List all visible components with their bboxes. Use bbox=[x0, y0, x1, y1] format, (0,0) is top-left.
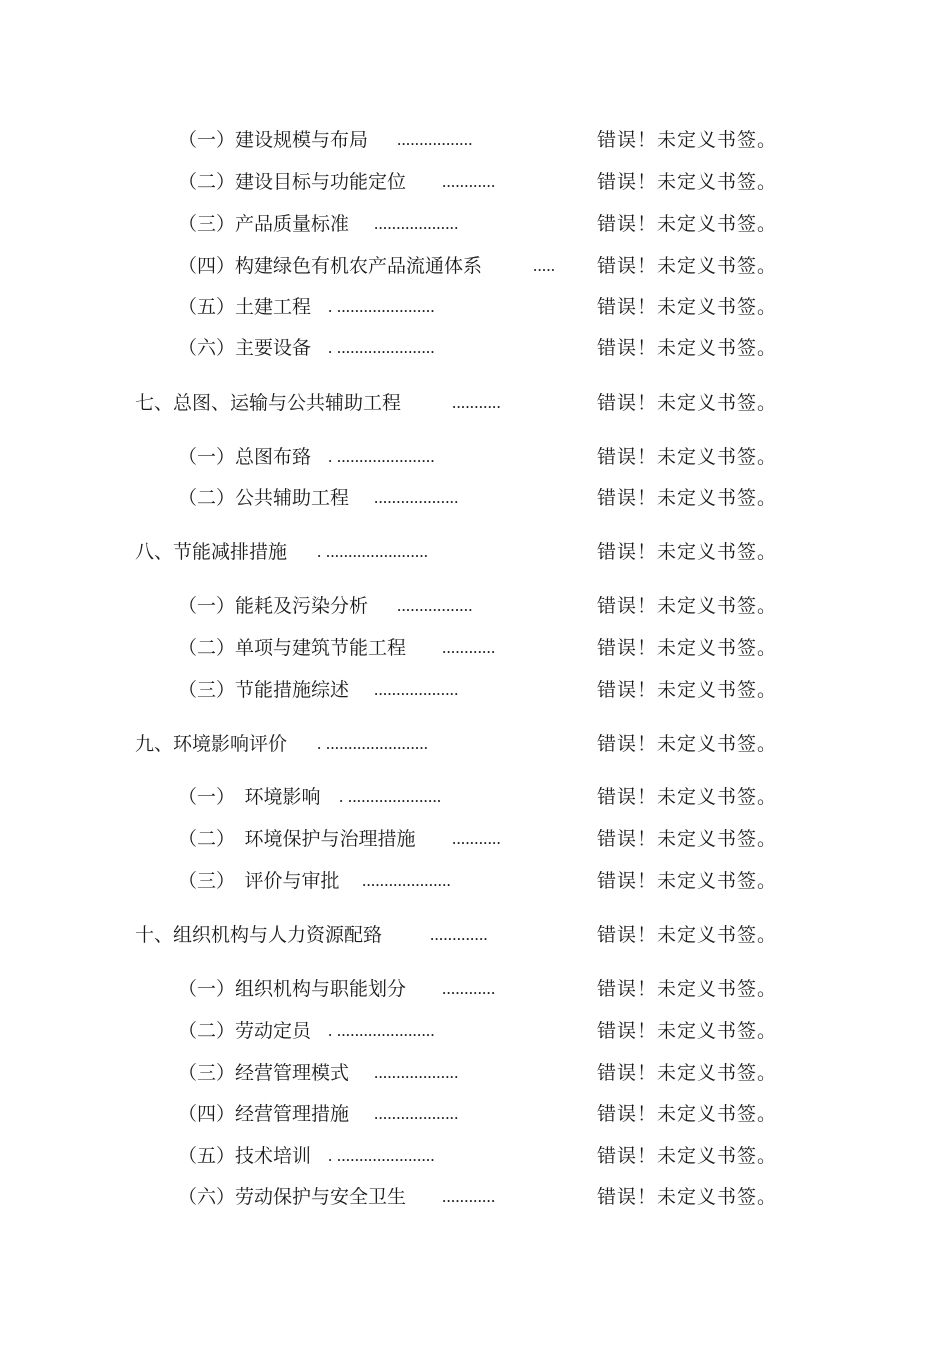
toc-entry-title: （六）主要设备 bbox=[178, 337, 312, 359]
toc-entry-title: （一）建设规模与布局 bbox=[178, 129, 369, 151]
toc-entry-title: （二）劳动定员 bbox=[178, 1020, 312, 1042]
toc-leader-dots: . ...................... bbox=[328, 297, 435, 316]
toc-entry-title: （三） 评价与审批 bbox=[178, 870, 340, 892]
toc-leader-dots: ........... bbox=[452, 829, 501, 848]
toc-leader-dots: ................... bbox=[374, 488, 459, 507]
toc-entry-title: （二）单项与建筑节能工程 bbox=[178, 637, 407, 659]
toc-entry-title: 八、节能减排措施 bbox=[135, 541, 288, 563]
toc-leader-dots: .................... bbox=[362, 871, 451, 890]
toc-chapter-entry[interactable] bbox=[0, 920, 950, 950]
toc-page-reference: 错误！未定义书签。 bbox=[597, 637, 778, 659]
toc-page-reference: 错误！未定义书签。 bbox=[597, 828, 778, 850]
toc-chapter-entry[interactable] bbox=[0, 537, 950, 567]
toc-page-reference: 错误！未定义书签。 bbox=[597, 1020, 778, 1042]
toc-section-entry[interactable] bbox=[0, 251, 950, 281]
toc-leader-dots: . ....................... bbox=[317, 734, 429, 753]
toc-section-entry[interactable] bbox=[0, 292, 950, 322]
toc-section-entry[interactable] bbox=[0, 591, 950, 621]
toc-entry-title: （一）组织机构与职能划分 bbox=[178, 978, 407, 1000]
toc-leader-dots: ................... bbox=[374, 680, 459, 699]
toc-section-entry[interactable] bbox=[0, 1016, 950, 1046]
toc-page-reference: 错误！未定义书签。 bbox=[597, 213, 778, 235]
toc-entry-title: （二）建设目标与功能定位 bbox=[178, 171, 407, 193]
toc-leader-dots: ............ bbox=[442, 638, 496, 657]
toc-leader-dots: ................. bbox=[397, 596, 473, 615]
toc-leader-dots: ............. bbox=[430, 925, 488, 944]
toc-entry-title: （三）经营管理模式 bbox=[178, 1062, 350, 1084]
toc-page-reference: 错误！未定义书签。 bbox=[597, 1145, 778, 1167]
toc-page-reference: 错误！未定义书签。 bbox=[597, 255, 778, 277]
toc-section-entry[interactable] bbox=[0, 866, 950, 896]
toc-page-reference: 错误！未定义书签。 bbox=[597, 337, 778, 359]
toc-page-reference: 错误！未定义书签。 bbox=[597, 541, 778, 563]
toc-section-entry[interactable] bbox=[0, 1141, 950, 1171]
toc-entry-title: （五）土建工程 bbox=[178, 296, 312, 318]
toc-leader-dots: ................... bbox=[374, 1104, 459, 1123]
toc-leader-dots: ................... bbox=[374, 214, 459, 233]
toc-leader-dots: . ...................... bbox=[328, 447, 435, 466]
toc-leader-dots: ........... bbox=[452, 393, 501, 412]
toc-entry-title: （二） 环境保护与治理措施 bbox=[178, 828, 416, 850]
toc-page-reference: 错误！未定义书签。 bbox=[597, 924, 778, 946]
toc-section-entry[interactable] bbox=[0, 209, 950, 239]
toc-section-entry[interactable] bbox=[0, 1058, 950, 1088]
toc-page-reference: 错误！未定义书签。 bbox=[597, 1186, 778, 1208]
toc-page-reference: 错误！未定义书签。 bbox=[597, 786, 778, 808]
toc-entry-title: （一） 环境影响 bbox=[178, 786, 321, 808]
toc-entry-title: （五）技术培训 bbox=[178, 1145, 312, 1167]
toc-entry-title: 十、组织机构与人力资源配臵 bbox=[135, 924, 383, 946]
toc-chapter-entry[interactable] bbox=[0, 388, 950, 418]
toc-leader-dots: ................... bbox=[374, 1063, 459, 1082]
toc-page-reference: 错误！未定义书签。 bbox=[597, 446, 778, 468]
toc-leader-dots: ..... bbox=[533, 256, 556, 275]
toc-leader-dots: . ...................... bbox=[328, 1146, 435, 1165]
toc-chapter-entry[interactable] bbox=[0, 729, 950, 759]
toc-page-reference: 错误！未定义书签。 bbox=[597, 129, 778, 151]
toc-page-reference: 错误！未定义书签。 bbox=[597, 978, 778, 1000]
toc-section-entry[interactable] bbox=[0, 1099, 950, 1129]
toc-section-entry[interactable] bbox=[0, 483, 950, 513]
toc-entry-title: （一）总图布臵 bbox=[178, 446, 312, 468]
toc-page-reference: 错误！未定义书签。 bbox=[597, 1103, 778, 1125]
toc-section-entry[interactable] bbox=[0, 333, 950, 363]
toc-entry-title: 九、环境影响评价 bbox=[135, 733, 288, 755]
toc-entry-title: 七、总图、运输与公共辅助工程 bbox=[135, 392, 402, 414]
toc-page-reference: 错误！未定义书签。 bbox=[597, 679, 778, 701]
toc-page-reference: 错误！未定义书签。 bbox=[597, 296, 778, 318]
toc-leader-dots: ............ bbox=[442, 979, 496, 998]
toc-section-entry[interactable] bbox=[0, 442, 950, 472]
toc-leader-dots: . ..................... bbox=[339, 787, 442, 806]
toc-entry-title: （三）产品质量标准 bbox=[178, 213, 350, 235]
toc-section-entry[interactable] bbox=[0, 974, 950, 1004]
toc-leader-dots: . ...................... bbox=[328, 338, 435, 357]
toc-page-reference: 错误！未定义书签。 bbox=[597, 1062, 778, 1084]
toc-entry-title: （三）节能措施综述 bbox=[178, 679, 350, 701]
toc-section-entry[interactable] bbox=[0, 1182, 950, 1212]
toc-page-reference: 错误！未定义书签。 bbox=[597, 171, 778, 193]
toc-entry-title: （四）构建绿色有机农产品流通体系 bbox=[178, 255, 483, 277]
toc-leader-dots: . ....................... bbox=[317, 542, 429, 561]
toc-section-entry[interactable] bbox=[0, 167, 950, 197]
toc-page-reference: 错误！未定义书签。 bbox=[597, 392, 778, 414]
toc-leader-dots: ................. bbox=[397, 130, 473, 149]
toc-entry-title: （六）劳动保护与安全卫生 bbox=[178, 1186, 407, 1208]
toc-section-entry[interactable] bbox=[0, 824, 950, 854]
toc-entry-title: （四）经营管理措施 bbox=[178, 1103, 350, 1125]
toc-entry-title: （一）能耗及污染分析 bbox=[178, 595, 369, 617]
toc-page-reference: 错误！未定义书签。 bbox=[597, 595, 778, 617]
toc-section-entry[interactable] bbox=[0, 782, 950, 812]
toc-page-reference: 错误！未定义书签。 bbox=[597, 487, 778, 509]
toc-section-entry[interactable] bbox=[0, 125, 950, 155]
toc-section-entry[interactable] bbox=[0, 633, 950, 663]
toc-leader-dots: ............ bbox=[442, 1187, 496, 1206]
toc-leader-dots: . ...................... bbox=[328, 1021, 435, 1040]
toc-page-reference: 错误！未定义书签。 bbox=[597, 733, 778, 755]
toc-section-entry[interactable] bbox=[0, 675, 950, 705]
toc-page-reference: 错误！未定义书签。 bbox=[597, 870, 778, 892]
toc-leader-dots: ............ bbox=[442, 172, 496, 191]
toc-entry-title: （二）公共辅助工程 bbox=[178, 487, 350, 509]
